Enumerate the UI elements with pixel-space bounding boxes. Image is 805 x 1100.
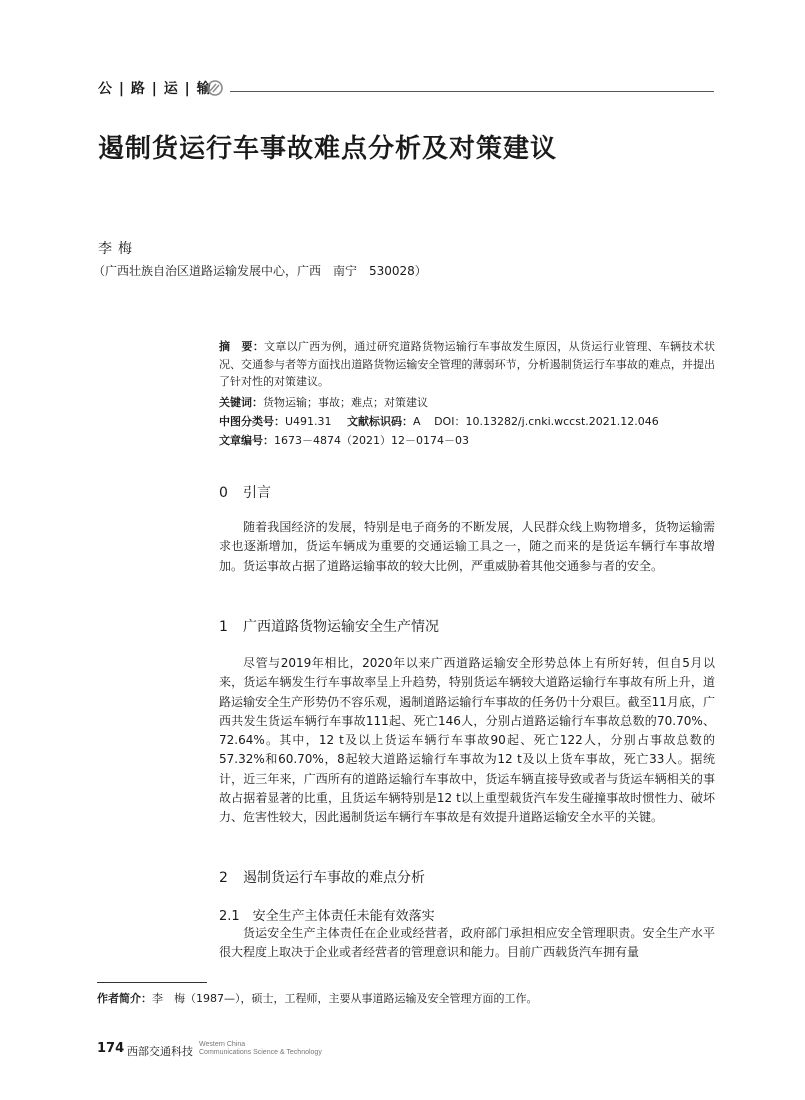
keywords-text: 货物运输；事故；难点；对策建议	[263, 396, 428, 409]
section-title: 引言	[243, 485, 271, 501]
doc-code-value: A	[413, 415, 421, 428]
class-value: U491.31	[285, 415, 332, 428]
section-title: 广西道路货物运输安全生产情况	[243, 619, 439, 635]
journal-name-en-line2: Communications Science & Technology	[199, 1049, 322, 1056]
page-footer	[97, 1041, 497, 1061]
abstract-text: 文章以广西为例，通过研究道路货物运输行车事故发生原因，从货运行业管理、车辆技术状况、交通参与者等方面找出道路货物运输安全管理的薄弱环节，分析遏制货运行车事故的难点，并提出了针对性的对策建议。	[219, 340, 716, 388]
keywords-label: 关键词：	[219, 396, 263, 409]
footnote-rule	[97, 982, 207, 983]
journal-name-en-line1: Western China	[199, 1041, 246, 1048]
article-number-line	[219, 432, 715, 450]
article-no-label: 文章编号：	[219, 434, 274, 447]
journal-name-en	[199, 1041, 322, 1057]
author-name: 李梅	[98, 241, 138, 257]
section-heading-0	[219, 482, 271, 502]
subsection-heading-2-1: 2.1 安全生产主体责任未能有效落实	[219, 909, 435, 924]
abstract	[219, 338, 715, 391]
header-rule	[230, 91, 714, 92]
article-title: 遏制货运行车事故难点分析及对策建议	[98, 134, 558, 164]
footnote-text: 李 梅（1987—），硕士，工程师，主要从事道路运输及安全管理方面的工作。	[152, 992, 538, 1005]
paragraph: 随着我国经济的发展，特别是电子商务的不断发展，人民群众线上购物增多，货物运输需求也逐渐增加，货运车辆成为重要的交通运输工具之一，随之而来的是货运车辆行车事故增加。货运事故占据了道路运输事故的较大比例，严重威胁着其他交通参与者的安全。	[219, 520, 715, 573]
paragraph: 货运安全生产主体责任在企业或经营者，政府部门承担相应安全管理职责。安全生产水平很大程度上取决于企业或者经营者的管理意识和能力。目前广西载货汽车拥有量	[219, 926, 715, 960]
author-bio-footnote	[97, 990, 538, 1006]
journal-name-cn: 西部交通科技	[127, 1045, 193, 1058]
running-header	[98, 78, 714, 100]
paragraph: 尽管与2019年相比，2020年以来广西道路运输安全形势总体上有所好转，但自5月以来，货运车辆发生行车事故率呈上升趋势，特别货运车辆较大道路运输行车事故有所上升，道路运输安全生产形势仍不容乐观，遏制道路运输行车事故的任务仍十分艰巨。截至11月底，广西共发生货运车辆行车事故111起、死亡146人，分别占道路运输行车事故总数的70.70%、72.64%。其中，12 t及以上货运车辆行车事故90起、死亡122人，分别占事故总数的57.32%和60.70%，8起较大道路运输行车事故为12 t及以上货车事故，死亡33人。据统计，近三年来，广西所有的道路运输行车事故中，货运车辆直接导致或者与货运车辆相关的事故占据着显著的比重，且货运车辆特别是12 t以上重型载货汽车发生碰撞事故时惯性力、破坏力、危害性较大，因此遏制货运车辆行车事故是有效提升道路运输安全水平的关键。	[219, 656, 715, 825]
classification-line	[219, 413, 715, 431]
keywords	[219, 394, 715, 412]
section-title: 遏制货运行车事故的难点分析	[243, 870, 425, 886]
section-number: 1	[219, 619, 228, 635]
article-no-value: 1673－4874（2021）12－0174－03	[274, 434, 469, 447]
section-number: 2	[219, 870, 228, 886]
section-heading-1	[219, 616, 439, 636]
author-affiliation: （广西壮族自治区道路运输发展中心，广西 南宁 530028）	[93, 264, 427, 278]
class-label: 中图分类号：	[219, 415, 285, 428]
section-number: 0	[219, 485, 228, 501]
journal-swoosh-icon	[206, 80, 224, 96]
doc-code-label: 文献标识码：	[347, 415, 414, 428]
doi: DOI：10.13282/j.cnki.wccst.2021.12.046	[434, 415, 659, 428]
footnote-label: 作者简介：	[97, 992, 152, 1005]
section-heading-2	[219, 867, 425, 887]
page-number: 174	[97, 1041, 125, 1056]
section-label: 公 | 路 | 运 | 输	[98, 81, 212, 97]
abstract-label: 摘 要：	[219, 340, 265, 353]
